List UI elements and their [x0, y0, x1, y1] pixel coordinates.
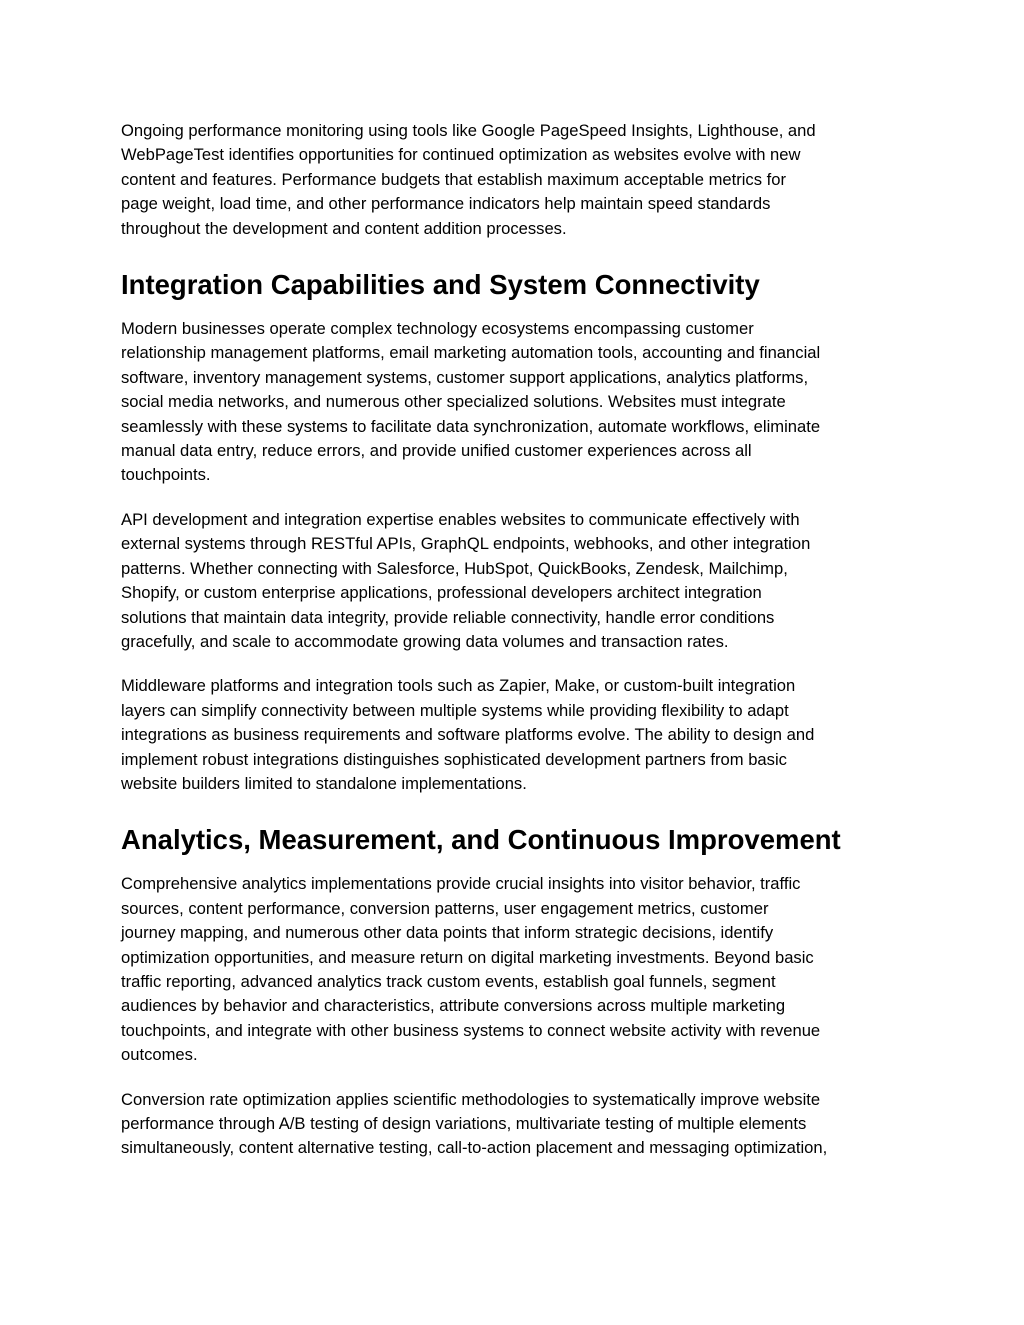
text-line: relationship management platforms, email marketing automation tools, accounting and financial: [121, 343, 821, 363]
heading-integration-capabilities: Integration Capabilities and System Connectivity: [121, 269, 760, 301]
text-line: Middleware platforms and integration tools such as Zapier, Make, or custom-built integration: [121, 676, 796, 696]
text-line: Comprehensive analytics implementations provide crucial insights into visitor behavior, traffic: [121, 874, 801, 894]
paragraph-performance-monitoring: [121, 119, 921, 241]
text-line: touchpoints.: [121, 465, 211, 485]
text-line: Conversion rate optimization applies scientific methodologies to systematically improve website: [121, 1089, 821, 1109]
text-line: outcomes.: [121, 1045, 198, 1065]
text-line: traffic reporting, advanced analytics track custom events, establish goal funnels, segment: [121, 971, 776, 991]
text-line: external systems through RESTful APIs, GraphQL endpoints, webhooks, and other integration: [121, 534, 811, 554]
paragraph-api-development: [121, 508, 921, 654]
text-line: Modern businesses operate complex technology ecosystems encompassing customer: [121, 319, 754, 339]
paragraph-middleware-platforms: [121, 674, 921, 796]
text-line: seamlessly with these systems to facilitate data synchronization, automate workflows, eliminate: [121, 416, 821, 436]
text-line: gracefully, and scale to accommodate growing data volumes and transaction rates.: [121, 631, 729, 651]
paragraph-conversion-rate-optimization: [121, 1088, 921, 1161]
text-line: solutions that maintain data integrity, provide reliable connectivity, handle error conditions: [121, 607, 775, 627]
document-page: [121, 119, 921, 1161]
text-line: page weight, load time, and other performance indicators help maintain speed standards: [121, 194, 771, 214]
paragraph-modern-businesses: [121, 317, 921, 488]
text-line: Ongoing performance monitoring using tools like Google PageSpeed Insights, Lighthouse, and: [121, 121, 816, 140]
text-line: journey mapping, and numerous other data points that inform strategic decisions, identify: [121, 923, 774, 943]
text-line: implement robust integrations distinguishes sophisticated development partners from basic: [121, 749, 787, 769]
text-line: manual data entry, reduce errors, and provide unified customer experiences across all: [121, 441, 752, 461]
text-line: integrations as business requirements and software platforms evolve. The ability to design and: [121, 725, 815, 745]
text-line: content and features. Performance budgets that establish maximum acceptable metrics for: [121, 169, 787, 189]
heading-analytics-measurement: Analytics, Measurement, and Continuous Improvement: [121, 824, 841, 856]
text-line: layers can simplify connectivity between multiple systems while providing flexibility to adapt: [121, 700, 789, 720]
text-line: patterns. Whether connecting with Salesforce, HubSpot, QuickBooks, Zendesk, Mailchimp,: [121, 558, 788, 578]
text-line: sources, content performance, conversion patterns, user engagement metrics, customer: [121, 898, 769, 918]
paragraph-comprehensive-analytics: [121, 872, 921, 1067]
text-line: optimization opportunities, and measure return on digital marketing investments. Beyond basic: [121, 947, 814, 967]
text-line: API development and integration expertise enables websites to communicate effectively with: [121, 509, 800, 529]
text-line: social media networks, and numerous other specialized solutions. Websites must integrate: [121, 392, 786, 412]
text-line: simultaneously, content alternative testing, call-to-action placement and messaging optimization,: [121, 1138, 828, 1158]
text-line: website builders limited to standalone implementations.: [121, 773, 527, 793]
text-line: audiences by behavior and characteristics, attribute conversions across multiple marketing: [121, 996, 786, 1016]
text-line: WebPageTest identifies opportunities for continued optimization as websites evolve with new: [121, 145, 801, 165]
text-line: throughout the development and content addition processes.: [121, 218, 567, 238]
text-line: software, inventory management systems, customer support applications, analytics platforms,: [121, 367, 809, 387]
text-line: Shopify, or custom enterprise applications, professional developers architect integration: [121, 583, 762, 603]
text-line: touchpoints, and integrate with other business systems to connect website activity with revenue: [121, 1020, 821, 1040]
text-line: performance through A/B testing of design variations, multivariate testing of multiple elements: [121, 1114, 807, 1133]
